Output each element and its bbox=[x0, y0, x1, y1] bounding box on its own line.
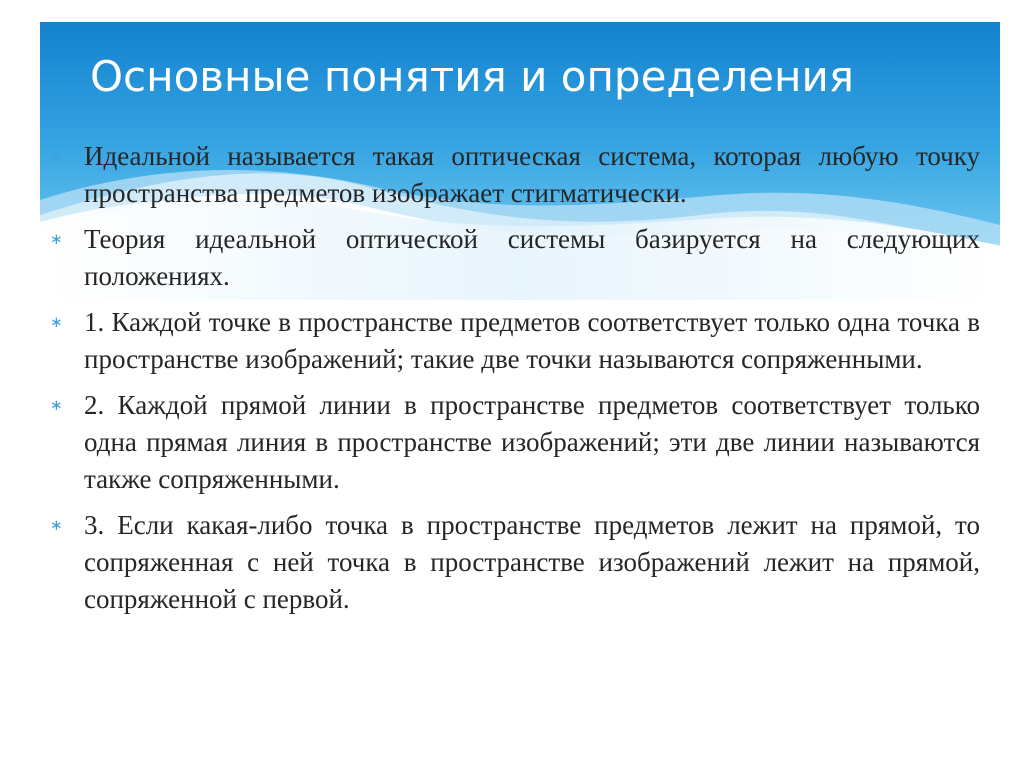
asterisk-bullet-icon: ∗ bbox=[50, 396, 63, 414]
list-item bbox=[50, 387, 980, 498]
list-item bbox=[50, 304, 980, 378]
bullet-text: 1. Каждой точке в пространстве предметов соответствует только одна точка в пространстве изображений; такие две точки называются сопряженными. bbox=[84, 307, 980, 374]
asterisk-bullet-icon: ∗ bbox=[50, 230, 63, 248]
asterisk-bullet-icon: ∗ bbox=[50, 147, 63, 165]
bullet-text: Идеальной называется такая оптическая система, которая любую точку пространства предметов изображает стигматически. bbox=[84, 141, 980, 208]
asterisk-bullet-icon: ∗ bbox=[50, 516, 63, 534]
list-item bbox=[50, 507, 980, 618]
bullet-list bbox=[50, 138, 980, 627]
list-item bbox=[50, 221, 980, 295]
page-title: Основные понятия и определения bbox=[90, 52, 855, 101]
asterisk-bullet-icon: ∗ bbox=[50, 313, 63, 331]
bullet-text: 3. Если какая-либо точка в пространстве предметов лежит на прямой, то сопряженная с ней точка в пространстве изображений лежит на прямой, сопряженной с первой. bbox=[84, 510, 980, 614]
bullet-text: 2. Каждой прямой линии в пространстве предметов соответствует только одна прямая линия в пространстве изображений; эти две линии называются также сопряженными. bbox=[84, 390, 980, 494]
bullet-text: Теория идеальной оптической системы базируется на следующих положениях. bbox=[84, 224, 980, 291]
list-item bbox=[50, 138, 980, 212]
